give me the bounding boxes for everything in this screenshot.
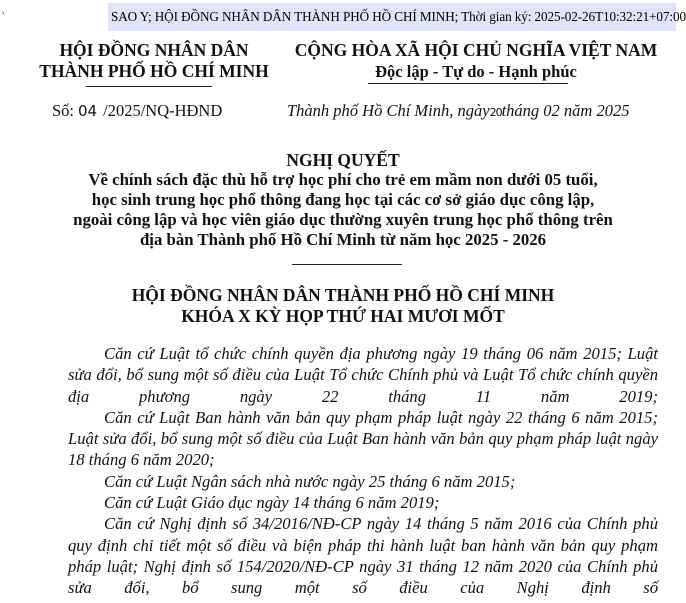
issuer-line-2: THÀNH PHỐ HỒ CHÍ MINH bbox=[39, 61, 269, 81]
subject-line: Về chính sách đặc thù hỗ trợ học phí cho trẻ em mầm non dưới 05 tuổi, bbox=[88, 170, 598, 189]
national-motto: Độc lập - Tự do - Hạnh phúc bbox=[375, 62, 577, 81]
legal-basis-item: Căn cứ Luật Ban hành văn bản quy phạm pháp luật ngày 22 tháng 6 năm 2015; Luật sửa đổi, bổ sung một số điều của Luật Ban hành văn bản quy phạm pháp luật ngày 18 tháng 6 năm 2020; bbox=[68, 407, 658, 470]
issuer-line-1: HỘI ĐỒNG NHÂN DÂN bbox=[59, 40, 249, 60]
issuer-header bbox=[28, 40, 280, 82]
legal-basis-item: Căn cứ Luật Ngân sách nhà nước ngày 25 tháng 6 năm 2015; bbox=[104, 471, 516, 491]
document-number bbox=[52, 101, 222, 121]
doc-number-value: 04 bbox=[78, 102, 98, 120]
motto-underline bbox=[368, 83, 568, 84]
subject-line: học sinh trung học phổ thông đang học tại các cơ sở giáo dục công lập, bbox=[91, 190, 595, 209]
title-separator bbox=[292, 264, 402, 265]
council-session: KHÓA X KỲ HỌP THỨ HAI MƯƠI MỐT bbox=[181, 306, 505, 326]
subject-line: ngoài công lập và học viên giáo dục thường xuyên trung học phổ thông trên bbox=[73, 210, 613, 229]
subject-line: địa bàn Thành phố Hồ Chí Minh từ năm học 2025 - 2026 bbox=[139, 230, 547, 249]
resolution-title bbox=[0, 150, 686, 250]
nation-title: CỘNG HÒA XÃ HỘI CHỦ NGHĨA VIỆT NAM bbox=[294, 40, 658, 60]
dateline-month-year: tháng 02 năm 2025 bbox=[501, 101, 630, 120]
issue-dateline bbox=[287, 101, 629, 121]
doc-number-prefix: Số: bbox=[52, 101, 75, 120]
dateline-place: Thành phố Hồ Chí Minh, ngày bbox=[287, 101, 490, 120]
scan-speck: , bbox=[2, 5, 5, 16]
legal-basis-item: Căn cứ Luật Giáo dục ngày 14 tháng 6 năm 2019; bbox=[104, 493, 440, 513]
doc-number-suffix: /2025/NQ-HĐND bbox=[103, 101, 223, 120]
issuer-underline bbox=[86, 86, 212, 87]
legal-bases bbox=[68, 343, 658, 599]
dateline-day: 20 bbox=[489, 106, 502, 119]
document-type: NGHỊ QUYẾT bbox=[286, 150, 400, 170]
council-name: HỘI ĐỒNG NHÂN DÂN THÀNH PHỐ HỒ CHÍ MINH bbox=[131, 285, 555, 305]
council-heading bbox=[0, 285, 686, 327]
national-header bbox=[282, 40, 670, 82]
legal-basis-item: Căn cứ Luật tổ chức chính quyền địa phương ngày 19 tháng 06 năm 2015; Luật sửa đổi, bổ sung một số điều của Luật Tổ chức Chính phủ và Luật Tổ chức chính quyền địa phương ngày 22 tháng 11 năm 2019; bbox=[68, 344, 658, 406]
digital-signature-stamp: SAO Y; HỘI ĐỒNG NHÂN DÂN THÀNH PHỐ HỒ CHÍ MINH; Thời gian ký: 2025-02-26T10:32:21+07:00 bbox=[108, 3, 676, 31]
legal-basis-item: Căn cứ Nghị định số 34/2016/NĐ-CP ngày 14 tháng 5 năm 2016 của Chính phủ quy định chi tiết một số điều và biện pháp thi hành luật ban hành văn bản quy phạm pháp luật; Nghị định số 154/2020/NĐ-CP ngày 31 tháng 12 năm 2020 của Chính phủ sửa đổi, bổ sung một số điều của Nghị định số bbox=[68, 514, 658, 598]
